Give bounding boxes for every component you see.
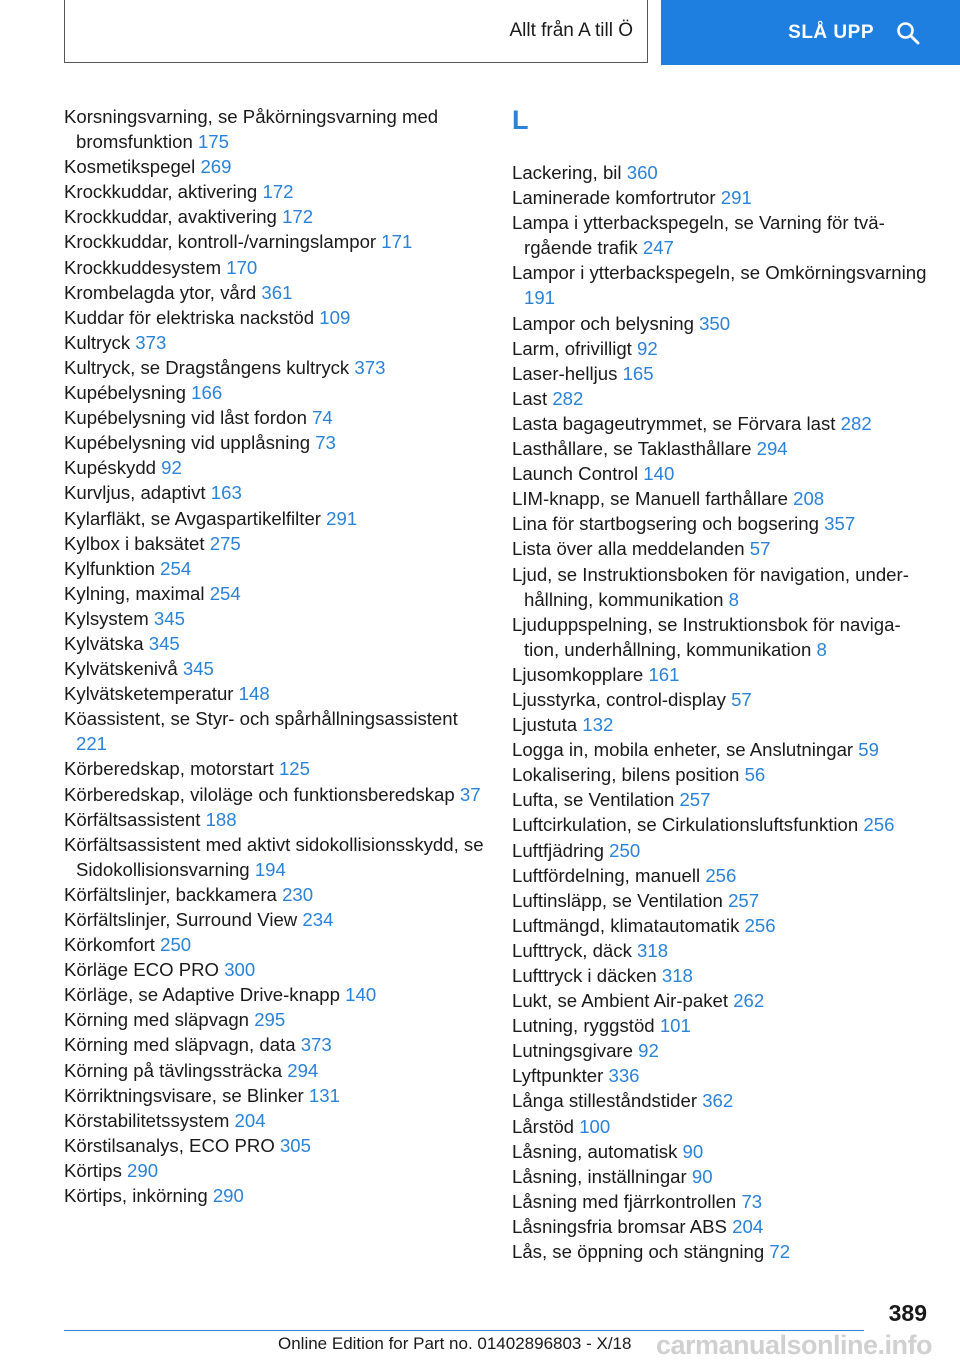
- page-link[interactable]: 57: [749, 538, 771, 560]
- page-link[interactable]: 57: [731, 688, 752, 710]
- page-link[interactable]: 140: [643, 463, 675, 485]
- entry-text: Launch Control: [512, 463, 639, 485]
- index-entry: [64, 681, 484, 706]
- entry-text: Krockkuddar, kontroll-/varningslampor: [64, 231, 377, 253]
- page-link[interactable]: 318: [661, 965, 693, 986]
- page-link[interactable]: 345: [182, 658, 214, 680]
- magnifier-icon: [896, 21, 920, 45]
- entry-text: Kupébelysning: [64, 382, 186, 404]
- page-link[interactable]: 361: [261, 281, 293, 303]
- page-link[interactable]: 295: [254, 1009, 286, 1031]
- page-link[interactable]: 125: [278, 758, 310, 780]
- entry-text: Körfältsassistent med aktivt sidokollisionsskydd, se Sidokollisionsvarning: [64, 833, 484, 880]
- entry-text: Körtips, inkörning: [64, 1185, 208, 1207]
- page-link[interactable]: 291: [326, 507, 358, 529]
- page-link[interactable]: 92: [637, 337, 658, 359]
- page-link[interactable]: 92: [638, 1040, 659, 1062]
- entry-text: Körberedskap, viloläge och funktionsberedskap: [64, 783, 455, 805]
- entry-text: LIM-knapp, se Manuell farthållare: [512, 488, 788, 510]
- page-link[interactable]: 90: [682, 1140, 704, 1162]
- entry-text: Kylvätsketemperatur: [64, 683, 234, 705]
- entry-text: Lampor och belysning: [512, 312, 694, 334]
- index-entry: [512, 1239, 928, 1264]
- entry-text: Köassistent, se Styr- och spårhållningsassistent: [64, 708, 458, 730]
- index-entry: [64, 1183, 484, 1208]
- index-entry: [64, 907, 484, 932]
- index-entry: [64, 506, 484, 531]
- entry-text: Kylvätska: [64, 632, 144, 654]
- page-link[interactable]: 90: [691, 1165, 713, 1187]
- page-link[interactable]: 300: [224, 959, 256, 981]
- entry-text: Lackering, bil: [512, 162, 622, 183]
- entry-text: Kylfunktion: [64, 557, 155, 579]
- index-entry: [512, 260, 928, 310]
- entry-text: Körning med släpvagn: [64, 1009, 250, 1031]
- page-link[interactable]: 56: [744, 764, 766, 786]
- page-link[interactable]: 336: [608, 1065, 640, 1087]
- entry-text: Ljustuta: [512, 714, 578, 736]
- entry-text: Last: [512, 387, 548, 409]
- entry-text: Larm, ofrivilligt: [512, 337, 632, 359]
- entry-text: Krockkuddar, avaktivering: [64, 206, 277, 228]
- entry-text: Krockkuddesystem: [64, 256, 222, 278]
- page-link[interactable]: 256: [744, 914, 776, 936]
- index-entry: [512, 1189, 928, 1214]
- index-entry: [64, 330, 484, 355]
- index-entry: [64, 380, 484, 405]
- entry-text: Lasta bagageutrymmet, se Förvara last: [512, 412, 836, 434]
- entry-text: Körriktningsvisare, se Blinker: [64, 1084, 304, 1106]
- page-link[interactable]: 290: [127, 1159, 159, 1181]
- entry-text: Låsning med fjärrkontrollen: [512, 1190, 737, 1212]
- entry-text: Körning på tävlingssträcka: [64, 1059, 283, 1081]
- page-link[interactable]: 140: [345, 984, 377, 1006]
- page-link[interactable]: 166: [191, 382, 223, 404]
- page-link[interactable]: 250: [609, 839, 641, 861]
- entry-text: Luftmängd, klimatautomatik: [512, 914, 740, 936]
- a-to-z-label: Allt från A till Ö: [509, 20, 633, 41]
- entry-text: Lina för startbogsering och bogsering: [512, 513, 819, 535]
- entry-text: Luftfjädring: [512, 839, 604, 861]
- index-entry: [64, 631, 484, 656]
- page-link[interactable]: 257: [728, 889, 760, 911]
- page-link[interactable]: 256: [863, 814, 895, 836]
- index-entry: [512, 486, 928, 511]
- entry-text: Körning med släpvagn, data: [64, 1034, 296, 1056]
- index-entry: [64, 104, 484, 154]
- section-letter: L: [512, 105, 529, 135]
- page-link[interactable]: 345: [148, 632, 180, 654]
- index-entry: [512, 888, 928, 913]
- page-link[interactable]: 275: [209, 532, 241, 554]
- page-link[interactable]: 170: [226, 256, 258, 278]
- entry-text: Kylning, maximal: [64, 582, 205, 604]
- index-entry: [64, 982, 484, 1007]
- lookup-tab[interactable]: [661, 0, 960, 65]
- index-entry: [64, 807, 484, 832]
- entry-text: Kuddar för elektriska nackstöd: [64, 306, 315, 328]
- page-link[interactable]: 172: [262, 181, 294, 203]
- page-link[interactable]: 256: [705, 864, 737, 886]
- entry-text: Ljud, se Instruktionsboken för navigation, underhållning, kommunikation: [512, 563, 909, 610]
- page-link[interactable]: 357: [824, 513, 856, 535]
- index-entry: [64, 706, 484, 756]
- index-entry: [512, 411, 928, 436]
- entry-text: Körkomfort: [64, 934, 155, 956]
- index-entry: [64, 1058, 484, 1083]
- entry-text: Långa stilleståndstider: [512, 1090, 698, 1112]
- entry-text: Lista över alla meddelanden: [512, 538, 745, 560]
- page-link[interactable]: 204: [732, 1215, 764, 1237]
- index-entry: [512, 863, 928, 888]
- index-entry: [512, 562, 928, 612]
- entry-text: Låsningsfria bromsar ABS: [512, 1215, 727, 1237]
- page-link[interactable]: 230: [282, 883, 314, 905]
- index-entry: [64, 229, 484, 254]
- index-entry: [64, 756, 484, 781]
- page-link[interactable]: 290: [212, 1185, 244, 1207]
- index-entry: [512, 812, 928, 837]
- entry-text: Lufttryck i däcken: [512, 965, 657, 986]
- entry-text: Lampa i ytterbackspegeln, se Varning för tvärgående trafik: [512, 212, 885, 259]
- page-link[interactable]: 59: [858, 739, 879, 761]
- entry-text: Lutning, ryggstöd: [512, 1015, 655, 1037]
- index-entry: [64, 782, 484, 807]
- page-link[interactable]: 221: [76, 733, 108, 755]
- index-entry: [64, 1083, 484, 1108]
- page-link[interactable]: 257: [679, 789, 711, 811]
- index-entry: [512, 1088, 928, 1113]
- page-link[interactable]: 100: [579, 1115, 611, 1137]
- index-entry: [512, 838, 928, 863]
- index-entry: [64, 430, 484, 455]
- page-link[interactable]: 163: [210, 482, 242, 504]
- index-entry: [512, 662, 928, 687]
- entry-text: Kosmetikspegel: [64, 156, 196, 178]
- page-link[interactable]: 282: [552, 387, 584, 409]
- entry-text: Krombelagda ytor, vård: [64, 281, 257, 303]
- page-link[interactable]: 250: [160, 934, 192, 956]
- page-link[interactable]: 37: [459, 783, 481, 805]
- entry-text: Laser-helljus: [512, 362, 618, 384]
- index-entry: [64, 1032, 484, 1057]
- entry-text: Kultryck: [64, 331, 131, 353]
- index-entry: [64, 154, 484, 179]
- index-entry: [512, 737, 928, 762]
- index-entry: [512, 436, 928, 461]
- entry-text: Lufttryck, däck: [512, 939, 632, 961]
- page-link[interactable]: 188: [205, 808, 237, 830]
- entry-text: Kylvätskenivå: [64, 658, 178, 680]
- entry-text: Kylarfläkt, se Avgaspartikelfilter: [64, 507, 321, 529]
- entry-text: Lyftpunkter: [512, 1065, 604, 1087]
- index-entry: [64, 280, 484, 305]
- entry-text: Lokalisering, bilens position: [512, 764, 740, 786]
- page-link[interactable]: 148: [238, 683, 270, 705]
- index-entry: [64, 1108, 484, 1133]
- entry-text: Körläge, se Adaptive Drive-knapp: [64, 984, 340, 1006]
- page-link[interactable]: 175: [197, 131, 229, 153]
- entry-text: Kultryck, se Dragstångens kultryck: [64, 356, 350, 378]
- index-entry: [64, 179, 484, 204]
- index-entry: [64, 957, 484, 982]
- page-link[interactable]: 161: [648, 663, 680, 685]
- index-entry: [512, 963, 928, 988]
- entry-text: Körfältslinjer, backkamera: [64, 883, 277, 905]
- entry-text: Luftinsläpp, se Ventilation: [512, 889, 723, 911]
- entry-text: Körläge ECO PRO: [64, 959, 220, 981]
- entry-text: Kupébelysning vid låst fordon: [64, 407, 307, 429]
- entry-text: Ljusomkopplare: [512, 663, 644, 685]
- entry-text: Kurvljus, adaptivt: [64, 482, 206, 504]
- footer-edition: Online Edition for Part no. 01402896803 - X/18: [278, 1334, 632, 1353]
- page-link[interactable]: 318: [637, 939, 669, 961]
- entry-text: Krockkuddar, aktivering: [64, 181, 258, 203]
- entry-text: Lasthållare, se Taklasthållare: [512, 438, 752, 460]
- entry-text: Körfältslinjer, Surround View: [64, 909, 298, 930]
- page-link[interactable]: 360: [626, 162, 658, 183]
- entry-text: Luftfördelning, manuell: [512, 864, 701, 886]
- page-link[interactable]: 131: [308, 1084, 340, 1106]
- entry-text: Lufta, se Ventilation: [512, 789, 675, 811]
- index-entry: [64, 832, 484, 882]
- index-entry: [512, 1063, 928, 1088]
- entry-text: Lampor i ytterbackspegeln, se Omkörningsvarning: [512, 262, 927, 284]
- index-entry: [64, 455, 484, 480]
- entry-text: Körfältsassistent: [64, 808, 201, 830]
- page-link[interactable]: 345: [153, 607, 185, 629]
- entry-text: Lutningsgivare: [512, 1040, 633, 1062]
- page-link[interactable]: 254: [209, 582, 241, 604]
- page-link[interactable]: 373: [300, 1034, 332, 1056]
- page-link[interactable]: 172: [282, 206, 314, 228]
- entry-text: Kupéskydd: [64, 457, 156, 479]
- entry-text: Laminerade komfortrutor: [512, 187, 716, 209]
- index-entry: [512, 311, 928, 336]
- page-link[interactable]: 262: [733, 990, 765, 1012]
- lookup-label: SLÅ UPP: [788, 21, 874, 43]
- page-link[interactable]: 305: [279, 1134, 311, 1156]
- entry-text: Kupébelysning vid upplåsning: [64, 432, 311, 454]
- index-entry: [512, 210, 928, 260]
- index-entry: [512, 938, 928, 963]
- page-link[interactable]: 8: [816, 638, 827, 660]
- index-entry: [512, 913, 928, 938]
- page-link[interactable]: 294: [756, 438, 788, 460]
- page-number: 389: [888, 1300, 927, 1326]
- entry-text: Logga in, mobila enheter, se Anslutningar: [512, 739, 854, 761]
- index-entry: [512, 787, 928, 812]
- page-header: [0, 0, 960, 66]
- page-link[interactable]: 194: [254, 858, 286, 880]
- index-entry: [512, 386, 928, 411]
- watermark-logo: carmanualsonline.info: [655, 1330, 932, 1360]
- index-entry: [512, 1114, 928, 1139]
- index-entry: [512, 1139, 928, 1164]
- page-link[interactable]: 204: [234, 1109, 266, 1131]
- index-entry: [64, 355, 484, 380]
- index-entry: [512, 1214, 928, 1239]
- entry-text: Ljuduppspelning, se Instruktionsbok för navigation, underhållning, kommunikation: [512, 613, 901, 660]
- entry-text: Lås, se öppning och stängning: [512, 1241, 765, 1263]
- index-entry: [512, 712, 928, 737]
- index-entry: [64, 1007, 484, 1032]
- index-entry: [512, 988, 928, 1013]
- page-link[interactable]: 234: [302, 909, 334, 930]
- index-entry: [512, 1164, 928, 1189]
- page-link[interactable]: 269: [200, 156, 232, 178]
- page-link[interactable]: 73: [315, 432, 336, 454]
- page-link[interactable]: 109: [319, 306, 351, 328]
- entry-text: Körberedskap, motorstart: [64, 758, 274, 780]
- index-entry: [64, 556, 484, 581]
- entry-text: Kylsystem: [64, 607, 149, 629]
- index-entry: [512, 687, 928, 712]
- index-entry: [512, 1038, 928, 1063]
- index-entry: [512, 1013, 928, 1038]
- index-entries-right: [512, 160, 928, 1264]
- page-link[interactable]: 282: [840, 412, 872, 434]
- index-entry: [64, 656, 484, 681]
- index-entry: [512, 536, 928, 561]
- entry-text: Körstabilitetssystem: [64, 1109, 230, 1131]
- page-link[interactable]: 247: [642, 237, 674, 259]
- entry-text: Kylbox i baksätet: [64, 532, 205, 554]
- index-entry: [512, 461, 928, 486]
- index-entry: [64, 255, 484, 280]
- entry-text: Ljusstyrka, control-display: [512, 688, 726, 710]
- page-link[interactable]: 294: [287, 1059, 319, 1081]
- index-entry: [512, 612, 928, 662]
- page-link[interactable]: 165: [622, 362, 654, 384]
- entry-text: Luftcirkulation, se Cirkulationsluftsfunktion: [512, 814, 859, 836]
- page-link[interactable]: 132: [582, 714, 614, 736]
- page-link[interactable]: 350: [699, 312, 731, 334]
- page-link[interactable]: 191: [524, 287, 556, 309]
- index-entry: [64, 606, 484, 631]
- index-entry: [64, 581, 484, 606]
- index-entry: [64, 204, 484, 229]
- entry-text: Lårstöd: [512, 1115, 575, 1137]
- index-entry: [64, 932, 484, 957]
- page-link[interactable]: 74: [312, 407, 333, 429]
- index-column-left: [64, 104, 484, 1208]
- a-to-z-tab[interactable]: [64, 0, 648, 63]
- page-link[interactable]: 101: [659, 1015, 691, 1037]
- entry-text: Korsningsvarning, se Påkörningsvarning med bromsfunktion: [64, 106, 439, 153]
- index-entry: [64, 305, 484, 330]
- page-link[interactable]: 208: [793, 488, 825, 510]
- page-link[interactable]: 8: [728, 588, 739, 610]
- index-entry: [512, 185, 928, 210]
- entry-text: Lukt, se Ambient Air-paket: [512, 990, 729, 1012]
- page-link[interactable]: 171: [381, 231, 413, 253]
- index-entry: [64, 405, 484, 430]
- page-link[interactable]: 72: [769, 1241, 791, 1263]
- index-entry: [64, 531, 484, 556]
- entry-text: Körtips: [64, 1159, 122, 1181]
- index-entry: [64, 1133, 484, 1158]
- index-column-right: [512, 104, 928, 1264]
- page-link[interactable]: 92: [161, 457, 182, 479]
- page-link[interactable]: 73: [741, 1190, 763, 1212]
- page-link[interactable]: 291: [720, 187, 752, 209]
- index-entry: [64, 480, 484, 505]
- page-link[interactable]: 373: [135, 331, 167, 353]
- entry-text: Låsning, automatisk: [512, 1140, 678, 1162]
- index-entry: [64, 882, 484, 907]
- index-entry: [512, 762, 928, 787]
- index-entry: [512, 361, 928, 386]
- index-entry: [512, 160, 928, 185]
- index-entry: [512, 336, 928, 361]
- page-link[interactable]: 254: [160, 557, 192, 579]
- index-entry: [64, 1158, 484, 1183]
- page-link[interactable]: 373: [354, 356, 386, 378]
- page-link[interactable]: 362: [702, 1090, 734, 1112]
- entry-text: Körstilsanalys, ECO PRO: [64, 1134, 275, 1156]
- index-entry: [512, 511, 928, 536]
- entry-text: Låsning, inställningar: [512, 1165, 687, 1187]
